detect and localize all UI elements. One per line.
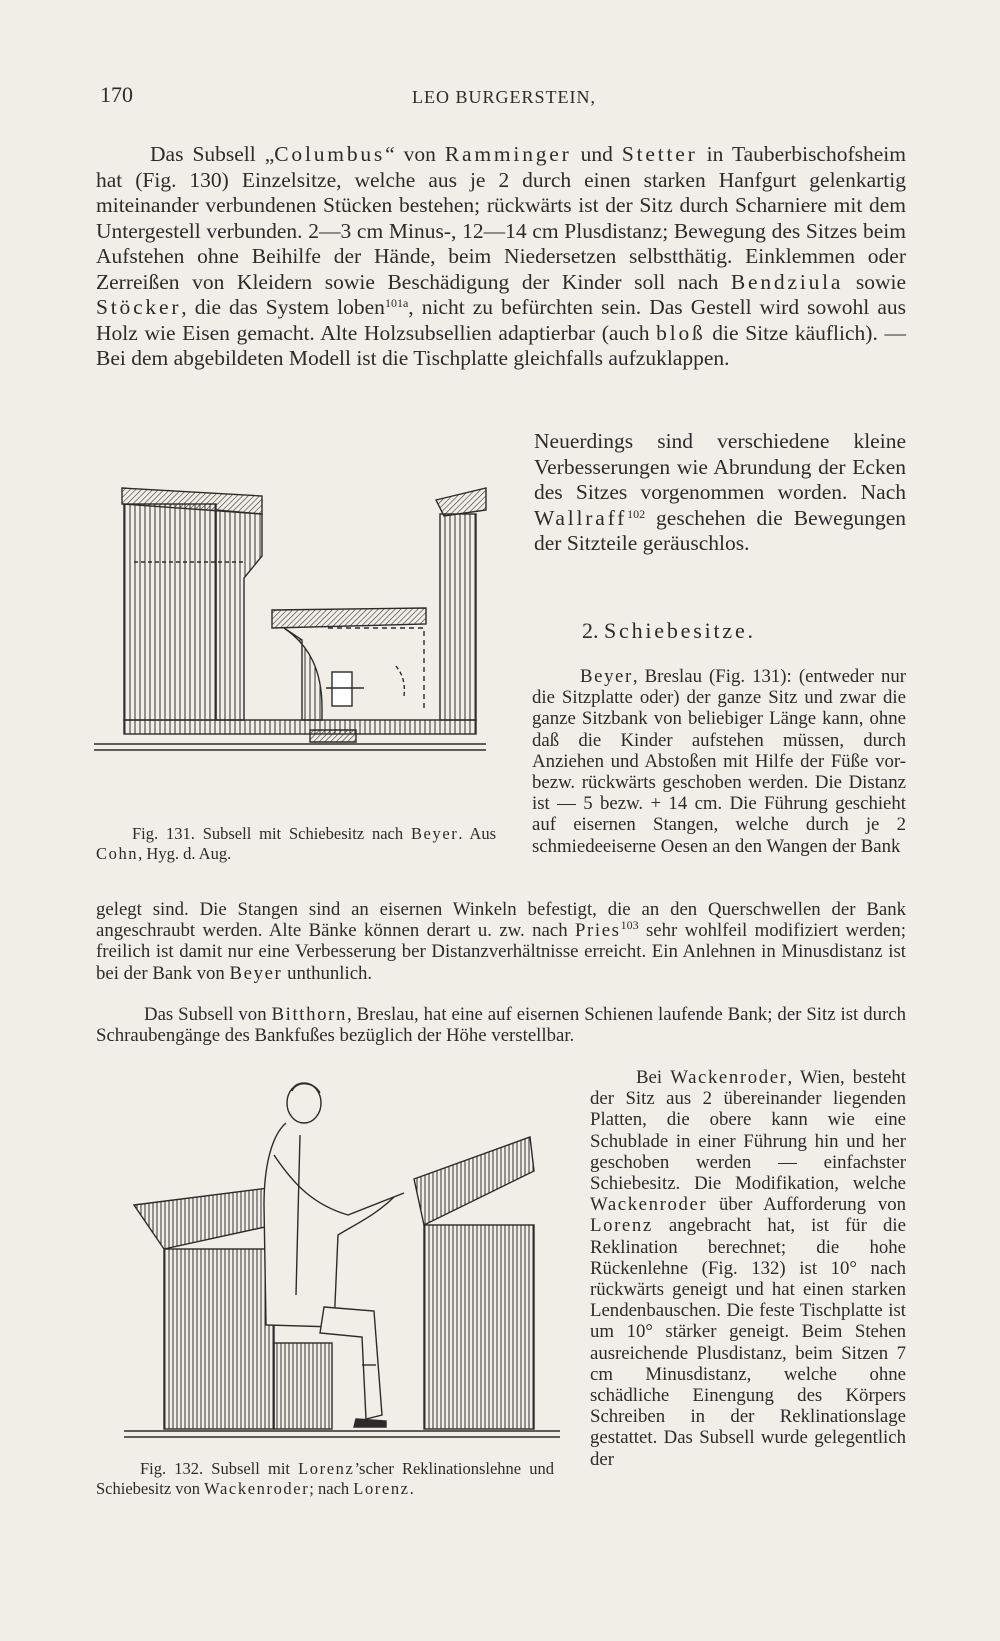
page-number: 170 [100, 82, 133, 107]
running-title: LEO BURGERSTEIN, [412, 87, 596, 107]
paragraph-columbus: Das Subsell „Columbus“ von Ramminger und Stetter in Tauberbischofsheim hat (Fig. 130) Einzelsitze, welche aus je 2 durch einen starken Hanfgurt gelenkartig miteinander verbundenen Stücken bestehen; rückwärts ist der Sitz durch Scharniere mit dem Untergestell verbunden. 2—3 cm Minus-, 12—14 cm Plusdistanz; Bewegung des Sitzes beim Aufstehen ohne Beihilfe der Hände, beim Niedersetzen selbstthätig. Einklemmen oder Zerreißen von Kleidern sowie Beschädigung der Kinder soll nach Bendziula sowie Stöcker, die das System loben$^{101a}$, nicht zu befürchten sein. Das Gestell wird sowohl aus Holz wie Eisen gemacht. Alte Holzsubsellien adaptierbar (auch bloß die Sitze käuflich). — Bei dem abgebildeten Modell ist die Tischplatte gleichfalls aufzuklappen. [96, 142, 906, 370]
paragraph-bitthorn: Das Subsell von Bitthorn, Breslau, hat eine auf eisernen Schienen laufende Bank; der Sitz ist durch Schraubengänge des Bankfußes bezüglich der Höhe verstellbar. [96, 1004, 906, 1047]
section-heading: 2. Schiebesitze. [582, 618, 756, 643]
paragraph-beyer-continued: gelegt sind. Die Stangen sind an eisernen Winkeln befestigt, die an den Querschwellen der Bank angeschraubt werden. Alte Bänke können derart u. zw. nach Pries$^{103}$ sehr wohlfeil modifiziert werden; freilich ist damit nur eine Verbesserung ber Distanzverhältnisse erreicht. Ein Anlehnen in Minusdistanz ist bei der Bank von Beyer unthunlich. [96, 899, 907, 984]
paragraph-improvements: Neuerdings sind verschiedene kleine Verbesserungen wie Abrundung der Ecken des Sitzes vorgenommen worden. Nach Wallraff$^{102}$ geschehen die Bewegungen der Sitzteile geräuschlos. [534, 429, 906, 555]
figure-131-caption: Fig. 131. Subsell mit Schiebesitz nach Beyer. Aus Cohn, Hyg. d. Aug. [96, 824, 496, 863]
paragraph-beyer: Beyer, Breslau (Fig. 131): (entweder nur die Sitzplatte oder) der ganze Sitz und zwar die ganze Sitzbank von beliebiger Länge kann, ohne daß die Kinder aufstehen müssen, durch Anziehen und Abstoßen mit Hilfe der Füße vor- bezw. rückwärts geschoben werden. Die Distanz ist — 5 bezw. + 14 cm. Die Führung geschieht auf eisernen Stangen, welche durch je 2 schmiedeeiserne Oesen an den Wangen der Bank [532, 666, 906, 857]
figure-132-caption: Fig. 132. Subsell mit Lorenz’scher Reklinationslehne und Schiebesitz von Wackenroder; nach Lorenz. [96, 1459, 554, 1498]
figure-131-bench-drawing [94, 480, 514, 785]
paragraph-wackenroder: Bei Wackenroder, Wien, besteht der Sitz aus 2 übereinander liegenden Platten, die obere kann wie eine Schublade in einer Führung hin und her geschoben werden — einfachster Schiebesitz. Die Modifikation, welche Wackenroder über Aufforderung von Lorenz angebracht hat, ist für die Reklination berechnet; die hohe Rückenlehne (Fig. 132) ist 10° nach rückwärts geneigt und hat einen starken Lendenbauschen. Die feste Tischplatte ist um 10° stärker geneigt. Beim Stehen ausreichende Plusdistanz, beim Sitzen 7 cm Minusdistanz, welche ohne schädliche Einengung des Körpers Schreiben in der Reklinationslage gestattet. Das Subsell wurde gelegentlich der [590, 1067, 906, 1470]
running-header [100, 82, 908, 112]
figure-132-desk-drawing [124, 1075, 560, 1445]
